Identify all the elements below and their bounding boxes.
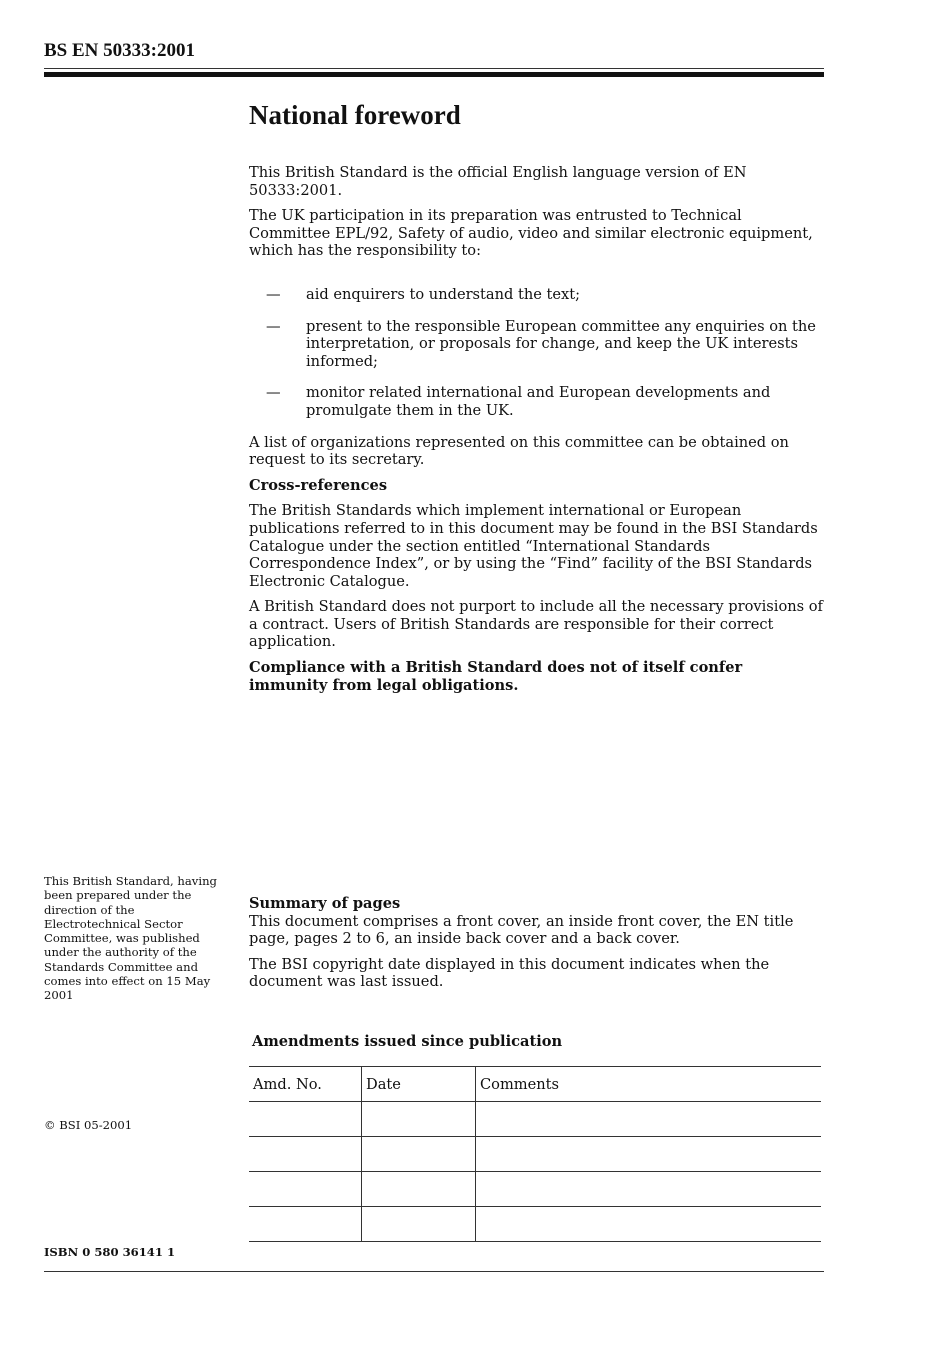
list-item: — present to the responsible European committee any enquiries on the interpretation, or proposals for change, and keep the UK interests informed; <box>266 317 816 370</box>
page-title: National foreword <box>249 100 461 130</box>
amendments-table <box>249 1066 821 1242</box>
amendments-title: Amendments issued since publication <box>252 1033 563 1050</box>
contract-paragraph: A British Standard does not purport to include all the necessary provisions of a contract. Users of British Standards are responsible for their correct application. <box>249 598 823 651</box>
summary-copyright-paragraph: The BSI copyright date displayed in this document indicates when the document was last issued. <box>249 955 770 991</box>
document-code: BS EN 50333:2001 <box>44 40 195 61</box>
summary-heading: Summary of pages <box>249 895 401 912</box>
column-header-date: Date <box>362 1067 476 1102</box>
column-header-comments: Comments <box>476 1067 822 1102</box>
participation-paragraph: The UK participation in its preparation was entrusted to Technical Committee EPL/92, Safety of audio, video and similar electronic equipment, which has the responsibility to: <box>249 207 813 260</box>
header-rule-thick <box>44 72 824 77</box>
dash-bullet: — <box>266 317 281 335</box>
list-item: — aid enquirers to understand the text; <box>266 285 581 303</box>
crossref-heading: Cross-references <box>249 476 388 494</box>
intro-paragraph: This British Standard is the official English language version of EN 50333:2001. <box>249 164 747 199</box>
copyright-notice: © BSI 05-2001 <box>44 1118 133 1132</box>
list-item: — monitor related international and European developments and promulgate them in the UK. <box>266 384 771 419</box>
foreword-body <box>249 164 824 702</box>
table-row <box>249 1207 821 1242</box>
table-row <box>249 1137 821 1172</box>
column-header-amd-no: Amd. No. <box>249 1067 362 1102</box>
table-header-row <box>249 1067 821 1102</box>
compliance-paragraph: Compliance with a British Standard does not of itself confer immunity from legal obligations. <box>249 659 743 694</box>
header-rule-thin <box>44 68 824 69</box>
table-row <box>249 1102 821 1137</box>
responsibility-list <box>249 286 824 420</box>
table-row <box>249 1172 821 1207</box>
summary-section <box>249 895 824 999</box>
dash-bullet: — <box>266 285 281 303</box>
publication-sidenote: This British Standard, having been prepared under the direction of the Electrotechnical Sector Committee, was published under the authority of the Standards Committee and comes into effect on 15 May 2001 <box>44 874 217 1003</box>
dash-bullet: — <box>266 384 281 402</box>
organizations-paragraph: A list of organizations represented on this committee can be obtained on request to its secretary. <box>249 433 789 469</box>
crossref-paragraph: The British Standards which implement international or European publications referred to in this document may be found in the BSI Standards Catalogue under the section entitled “International Standards Correspondence Index”, or by using the “Find” facility of the BSI Standards Electronic Catalogue. <box>249 502 818 590</box>
summary-pages-paragraph: This document comprises a front cover, an inside front cover, the EN title page, pages 2 to 6, an inside back cover and a back cover. <box>249 912 794 948</box>
footer-rule <box>44 1271 824 1272</box>
isbn: ISBN 0 580 36141 1 <box>44 1245 176 1259</box>
